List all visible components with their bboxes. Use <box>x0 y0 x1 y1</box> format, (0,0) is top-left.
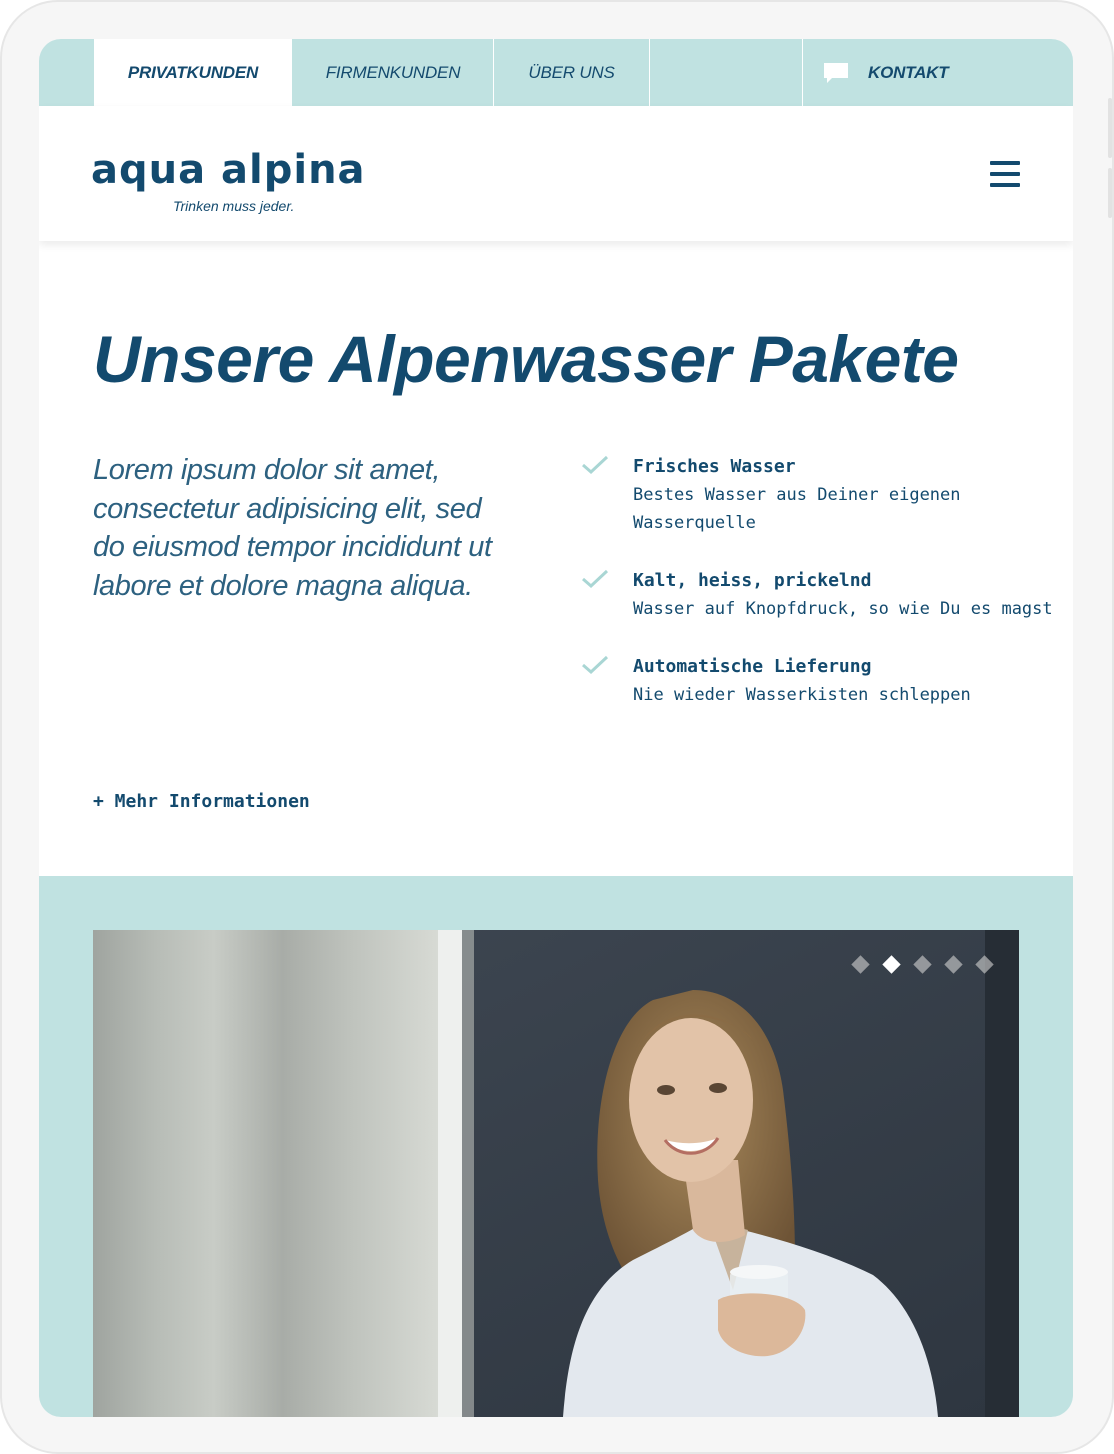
check-icon <box>581 655 609 675</box>
volume-down-button <box>1108 168 1112 218</box>
page-title: Unsere Alpenwasser Pakete <box>93 322 959 396</box>
chat-bubble-icon <box>823 62 849 84</box>
site-header <box>39 106 1073 241</box>
feature-list <box>581 453 1061 739</box>
feature-title: Kalt, heiss, prickelnd <box>633 570 872 591</box>
more-info-link[interactable]: + Mehr Informationen <box>93 791 310 812</box>
slider-dot-active[interactable] <box>882 955 900 973</box>
slider-dot[interactable] <box>913 955 931 973</box>
logo[interactable] <box>91 148 366 214</box>
tab-kontakt-label: KONTAKT <box>868 62 949 82</box>
image-slider <box>39 876 1073 1417</box>
logo-tagline: Trinken muss jeder. <box>173 198 295 214</box>
feature-item <box>581 567 1061 623</box>
woman-with-water-glass-image <box>93 930 1019 1417</box>
slider-dot[interactable] <box>944 955 962 973</box>
feature-description: Bestes Wasser aus Deiner eigenen Wasserquelle <box>633 485 961 533</box>
check-icon <box>581 569 609 589</box>
feature-title: Automatische Lieferung <box>633 656 872 677</box>
logo-name: aqua alpina <box>91 147 366 193</box>
tab-firmenkunden[interactable]: FIRMENKUNDEN <box>325 62 461 82</box>
slider-dots <box>854 958 991 971</box>
intro-text: Lorem ipsum dolor sit amet, consectetur adipisicing elit, sed do eiusmod tempor incididunt ut labore et dolore magna aliqua. <box>93 454 492 602</box>
feature-description: Nie wieder Wasserkisten schleppen <box>633 685 971 705</box>
screen <box>39 39 1073 1417</box>
tab-privatkunden[interactable]: PRIVATKUNDEN <box>94 39 292 106</box>
tab-ueber-uns[interactable]: ÜBER UNS <box>528 62 615 82</box>
feature-item <box>581 453 1061 537</box>
feature-item <box>581 653 1061 709</box>
slider-dot[interactable] <box>975 955 993 973</box>
hamburger-menu-icon[interactable] <box>990 161 1020 187</box>
feature-description: Wasser auf Knopfdruck, so wie Du es magst <box>633 599 1053 619</box>
volume-up-button <box>1108 98 1112 158</box>
check-icon <box>581 455 609 475</box>
top-navigation <box>39 39 1073 106</box>
nav-divider <box>649 39 650 106</box>
slider-dot[interactable] <box>851 955 869 973</box>
slider-photo <box>93 930 1019 1417</box>
tab-kontakt[interactable] <box>803 39 1073 106</box>
feature-title: Frisches Wasser <box>633 456 796 477</box>
